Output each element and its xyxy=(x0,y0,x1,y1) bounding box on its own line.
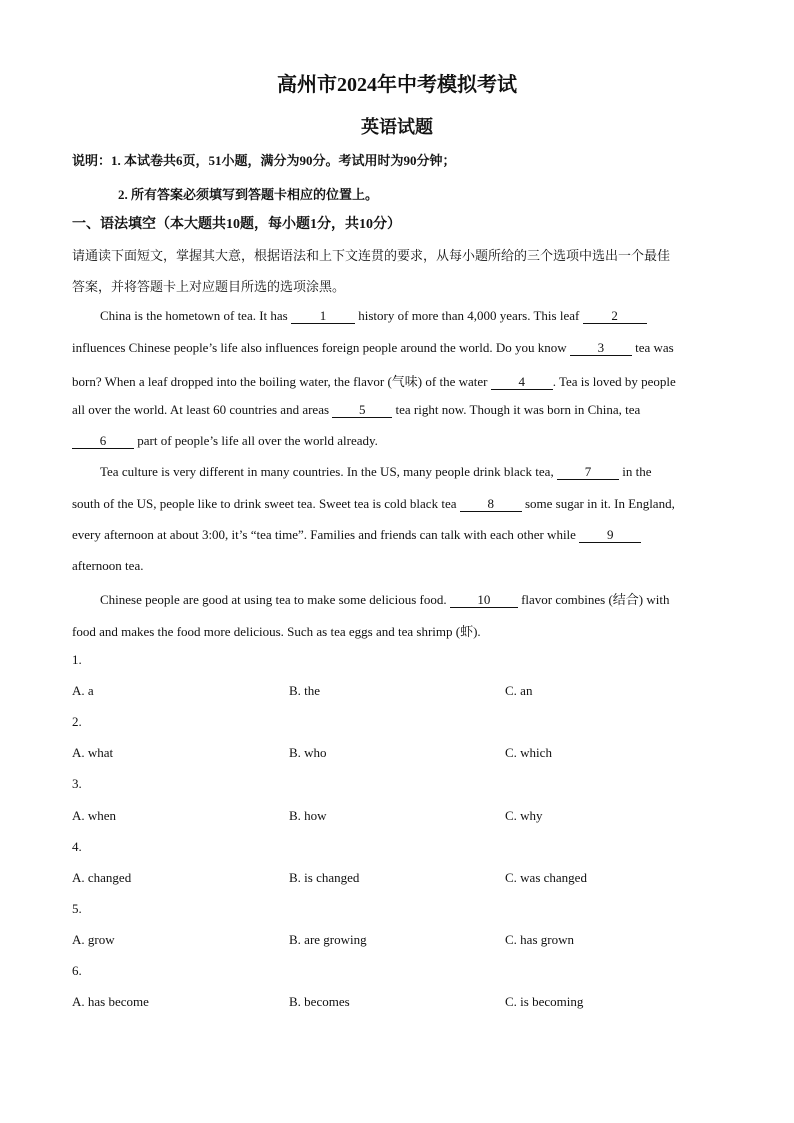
option-c[interactable]: C. has grown xyxy=(505,932,574,947)
option-a[interactable]: A. has become xyxy=(72,994,149,1009)
passage-text: every afternoon at about 3:00, it’s “tea time”. Families and friends can talk with each other while xyxy=(72,527,580,542)
passage-line xyxy=(72,371,676,390)
option-a[interactable]: A. what xyxy=(72,745,114,760)
notes-line-2: 2. 所有答案必须填写到答题卡相应的位置上。 xyxy=(118,187,379,202)
passage-text: in the xyxy=(618,464,652,479)
option-c[interactable]: C. why xyxy=(505,808,543,823)
option-b[interactable]: B. how xyxy=(289,808,327,823)
passage-line xyxy=(100,589,669,608)
option-c[interactable]: C. was changed xyxy=(505,870,587,885)
blank-10: 10 xyxy=(450,593,518,608)
section-heading: 一、语法填空（本大题共10题，每小题1分，共10分） xyxy=(72,217,401,232)
question-number: 4. xyxy=(72,839,82,854)
passage-line xyxy=(72,433,378,449)
option-b[interactable]: B. are growing xyxy=(289,932,367,947)
passage-text: Chinese people are good at using tea to make some delicious food. xyxy=(100,592,450,607)
option-a[interactable]: A. when xyxy=(72,808,117,823)
passage-text: China is the hometown of tea. It has xyxy=(100,308,291,323)
passage-text: born? When a leaf dropped into the boiling water, the flavor (气味) of the water xyxy=(72,374,491,389)
passage-text: part of people’s life all over the world already. xyxy=(134,433,378,448)
blank-8: 8 xyxy=(460,497,522,512)
exam-subtitle: 英语试题 xyxy=(361,117,433,137)
blank-5: 5 xyxy=(332,403,392,418)
option-a[interactable]: A. grow xyxy=(72,932,115,947)
option-c[interactable]: C. an xyxy=(505,683,533,698)
question-number: 6. xyxy=(72,963,82,978)
blank-7: 7 xyxy=(557,465,619,480)
blank-1: 1 xyxy=(291,309,355,324)
passage-text: history of more than 4,000 years. This leaf xyxy=(355,308,583,323)
passage-text: influences Chinese people’s life also influences foreign people around the world. Do you know xyxy=(72,340,570,355)
passage-line xyxy=(100,308,647,324)
option-b[interactable]: B. is changed xyxy=(289,870,360,885)
option-c[interactable]: C. which xyxy=(505,745,552,760)
passage-line xyxy=(72,496,675,512)
passage-text: tea right now. Though it was born in China, tea xyxy=(392,402,641,417)
passage-text: . Tea is loved by people xyxy=(552,374,676,389)
option-b[interactable]: B. becomes xyxy=(289,994,350,1009)
blank-9: 9 xyxy=(579,528,641,543)
option-b[interactable]: B. the xyxy=(289,683,321,698)
question-number: 1. xyxy=(72,652,82,667)
notes-line-1: 说明：1. 本试卷共6页，51小题，满分为90分。考试用时为90分钟； xyxy=(72,153,456,168)
passage-text: tea was xyxy=(631,340,674,355)
blank-3: 3 xyxy=(570,341,632,356)
passage-text: some sugar in it. In England, xyxy=(521,496,675,511)
instructions-line-2: 答案，并将答题卡上对应题目所选的选项涂黑。 xyxy=(72,279,346,294)
passage-line xyxy=(72,527,641,543)
passage-text: flavor combines (结合) with xyxy=(517,592,670,607)
exam-title: 高州市2024年中考模拟考试 xyxy=(277,74,517,96)
question-number: 3. xyxy=(72,776,82,791)
blank-2: 2 xyxy=(583,309,647,324)
option-b[interactable]: B. who xyxy=(289,745,327,760)
question-number: 2. xyxy=(72,714,82,729)
option-a[interactable]: A. changed xyxy=(72,870,132,885)
passage-line: food and makes the food more delicious. Such as tea eggs and tea shrimp (虾). xyxy=(72,624,481,639)
passage-line xyxy=(100,464,651,480)
option-c[interactable]: C. is becoming xyxy=(505,994,584,1009)
option-a[interactable]: A. a xyxy=(72,683,94,698)
passage-line xyxy=(72,402,640,418)
passage-text: all over the world. At least 60 countries and areas xyxy=(72,402,333,417)
blank-6: 6 xyxy=(72,434,134,449)
passage-line: afternoon tea. xyxy=(72,558,144,573)
instructions-line-1: 请通读下面短文，掌握其大意，根据语法和上下文连贯的要求，从每小题所给的三个选项中选出一个最佳 xyxy=(72,248,671,263)
passage-text: south of the US, people like to drink sweet tea. Sweet tea is cold black tea xyxy=(72,496,460,511)
passage-text: Tea culture is very different in many countries. In the US, many people drink black tea, xyxy=(100,464,557,479)
question-number: 5. xyxy=(72,901,82,916)
blank-4: 4 xyxy=(491,375,553,390)
passage-line xyxy=(72,340,674,356)
